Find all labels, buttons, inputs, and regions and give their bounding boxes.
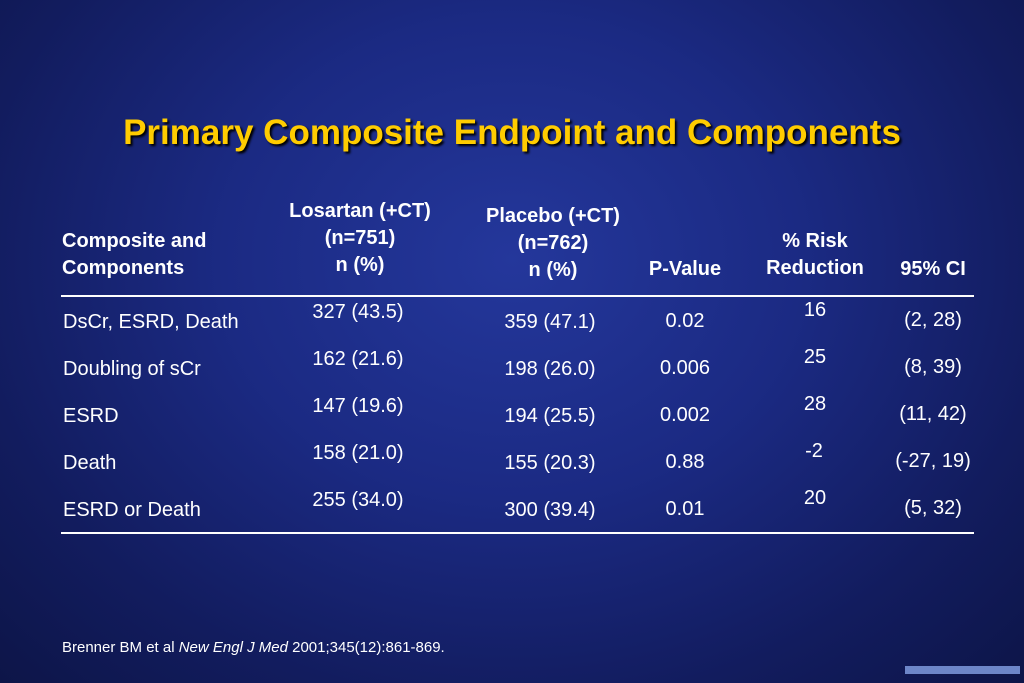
cell-ci: (5, 32) bbox=[904, 497, 962, 519]
cell-losartan: 162 (21.6) bbox=[312, 348, 404, 370]
bottom-rule bbox=[61, 532, 974, 534]
cell-risk-reduction: -2 bbox=[805, 440, 823, 462]
cell-ci: (2, 28) bbox=[904, 309, 962, 331]
reference-authors: Brenner BM et al bbox=[62, 639, 179, 656]
cell-name: Doubling of sCr bbox=[63, 358, 201, 380]
header-risk-reduction: % Risk Reduction bbox=[766, 230, 864, 279]
corner-bar bbox=[905, 666, 1020, 674]
header-composite: Composite and Components bbox=[62, 230, 207, 279]
cell-pvalue: 0.02 bbox=[665, 310, 705, 332]
cell-losartan: 255 (34.0) bbox=[312, 489, 404, 511]
cell-name: ESRD bbox=[63, 405, 119, 427]
cell-losartan: 158 (21.0) bbox=[312, 442, 404, 464]
header-losartan: Losartan (+CT) (n=751) n (%) bbox=[289, 200, 431, 276]
reference-details: 2001;345(12):861-869. bbox=[287, 639, 445, 656]
slide-title: Primary Composite Endpoint and Components bbox=[123, 113, 901, 152]
cell-name: Death bbox=[63, 452, 117, 474]
cell-risk-reduction: 20 bbox=[803, 487, 827, 509]
header-rule bbox=[61, 295, 974, 297]
header-placebo: Placebo (+CT) (n=762) n (%) bbox=[486, 205, 620, 281]
cell-ci: (11, 42) bbox=[899, 403, 967, 425]
cell-ci: (8, 39) bbox=[904, 356, 962, 378]
cell-pvalue: 0.006 bbox=[659, 357, 711, 379]
reference-journal: New Engl J Med bbox=[178, 639, 288, 656]
cell-risk-reduction: 16 bbox=[803, 299, 827, 321]
cell-risk-reduction: 25 bbox=[803, 346, 827, 368]
cell-placebo: 359 (47.1) bbox=[504, 311, 596, 333]
cell-placebo: 194 (25.5) bbox=[504, 405, 596, 427]
cell-name: ESRD or Death bbox=[63, 499, 201, 521]
cell-ci: (-27, 19) bbox=[895, 450, 971, 472]
cell-name: DsCr, ESRD, Death bbox=[63, 311, 239, 333]
cell-pvalue: 0.01 bbox=[665, 498, 705, 520]
header-pvalue: P-Value bbox=[648, 258, 722, 280]
cell-placebo: 300 (39.4) bbox=[504, 499, 596, 521]
reference-citation bbox=[62, 639, 445, 656]
cell-pvalue: 0.002 bbox=[659, 404, 711, 426]
cell-losartan: 327 (43.5) bbox=[312, 301, 404, 323]
cell-pvalue: 0.88 bbox=[665, 451, 705, 473]
cell-placebo: 198 (26.0) bbox=[504, 358, 596, 380]
cell-losartan: 147 (19.6) bbox=[312, 395, 404, 417]
cell-placebo: 155 (20.3) bbox=[504, 452, 596, 474]
cell-risk-reduction: 28 bbox=[803, 393, 827, 415]
header-ci: 95% CI bbox=[900, 258, 966, 280]
